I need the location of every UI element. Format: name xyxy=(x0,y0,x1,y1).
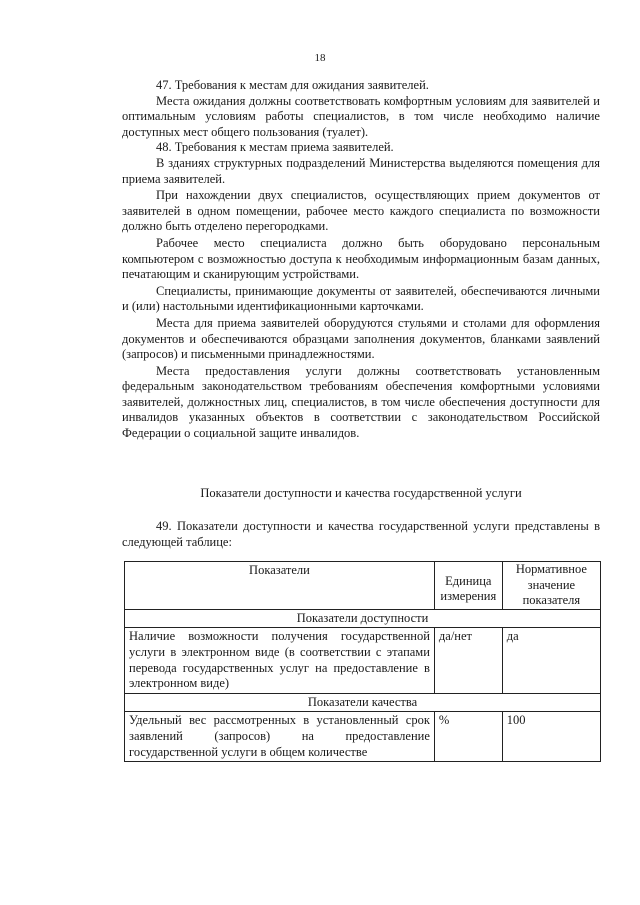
table-intro: 49. Показатели доступности и качества государственной услуги представлены в следующей таблице: xyxy=(122,519,600,549)
paragraph-47-title: 47. Требования к местам для ожидания заявителей. xyxy=(156,78,429,92)
paragraph-48-title: 48. Требования к местам приема заявителей. xyxy=(156,140,394,155)
header-indicators: Показатели xyxy=(125,562,435,610)
paragraph: Места для приема заявителей оборудуются стульями и столами для оформления документов и обеспечиваются образцами заполнения документов, бланками заявлений (запросов) и письменными принадлежностями. xyxy=(122,315,600,362)
row2-unit: % xyxy=(434,712,502,762)
row2-value: 100 xyxy=(502,712,600,762)
page-number: 18 xyxy=(314,52,326,64)
row1-value: да xyxy=(502,628,600,693)
header-normative: Нормативное значение показателя xyxy=(502,562,600,610)
section-heading: Показатели доступности и качества государственной услуги xyxy=(200,486,522,500)
paragraph: В зданиях структурных подразделений Министерства выделяются помещения для приема заявителей. xyxy=(122,155,600,186)
table-row xyxy=(125,628,601,693)
table-section-row xyxy=(125,609,601,628)
paragraph: Места ожидания должны соответствовать комфортным условиям для заявителей и оптимальным условиям работы специалистов, в том числе необходимо наличие доступных мест общего пользования (туалет). xyxy=(122,93,600,139)
paragraph: Рабочее место специалиста должно быть оборудовано персональным компьютером с возможностью доступа к необходимым информационным базам данных, печатающим и сканирующим устройствами. xyxy=(122,235,600,282)
table-row xyxy=(125,712,601,762)
section-quality: Показатели качества xyxy=(125,693,601,712)
row2-indicator: Удельный вес рассмотренных в установленный срок заявлений (запросов) на предоставление государственной услуги в общем количестве xyxy=(125,712,435,762)
indicators-table xyxy=(124,561,601,762)
table-section-row xyxy=(125,693,601,712)
table-header-row xyxy=(125,562,601,610)
paragraph: Специалисты, принимающие документы от заявителей, обеспечиваются личными и (или) настольными идентификационными карточками. xyxy=(122,283,600,314)
section-availability: Показатели доступности xyxy=(125,609,601,628)
document-body xyxy=(122,78,600,442)
row1-unit: да/нет xyxy=(434,628,502,693)
header-unit: Единица измерения xyxy=(434,562,502,610)
paragraph: При нахождении двух специалистов, осуществляющих прием документов от заявителей в одном помещении, рабочее место каждого специалиста по возможности должно быть отделено перегородками. xyxy=(122,188,600,234)
paragraph: Места предоставления услуги должны соответствовать установленным федеральным законодательством требованиям обеспечения комфортными условиями заявителей, должностных лиц, специалистов, в том числе обеспечения доступности для инвалидов указанных объектов в соответствии с законодательством Российской Федерации о социальной защите инвалидов. xyxy=(122,363,600,441)
row1-indicator: Наличие возможности получения государственной услуги в электронном виде (в соответствии с этапами перевода государственных услуг на предоставление в электронном виде) xyxy=(125,628,435,693)
